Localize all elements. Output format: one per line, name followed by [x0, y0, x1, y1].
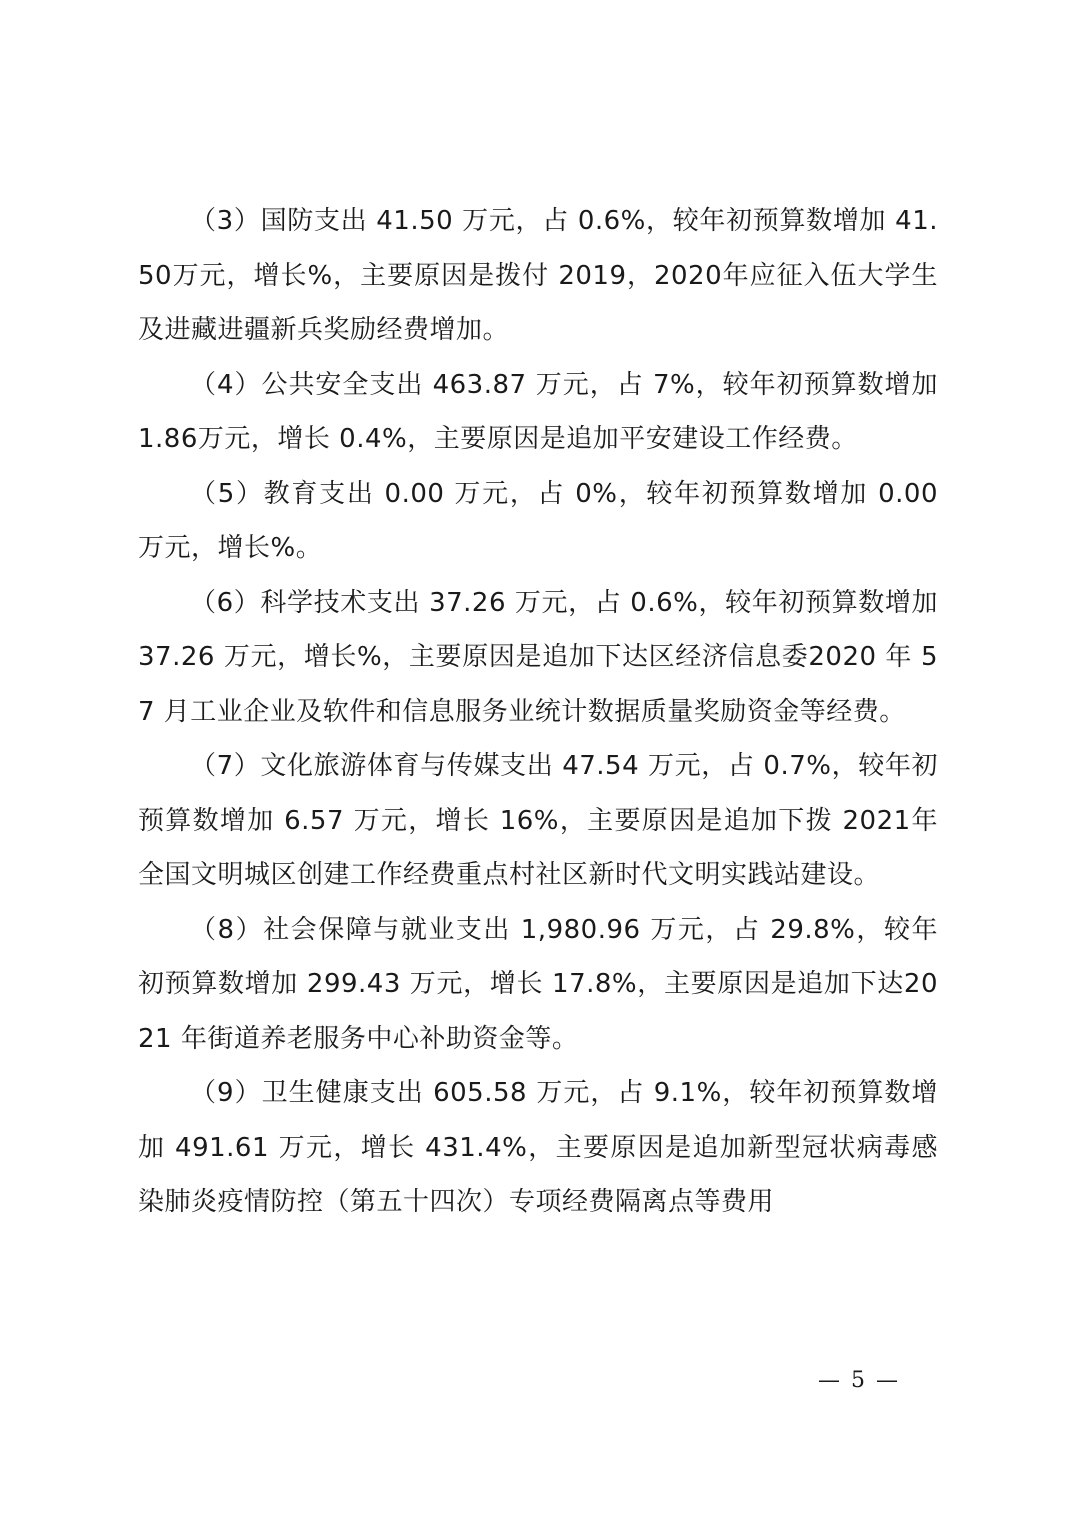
paragraph-health: （9）卫生健康支出 605.58 万元，占 9.1%，较年初预算数增加 491.61 万元，增长 431.4%，主要原因是追加新型冠状病毒感染肺炎疫情防控（第五十四次）专项经费隔离点等费用	[138, 1078, 938, 1217]
paragraph-social-security: （8）社会保障与就业支出 1,980.96 万元，占 29.8%，较年初预算数增加 299.43 万元，增长 17.8%，主要原因是追加下达2021 年街道养老服务中心补助资金等。	[138, 914, 938, 1054]
document-body	[138, 194, 938, 1230]
paragraph-science-technology: （6）科学技术支出 37.26 万元，占 0.6%，较年初预算数增加 37.26 万元，增长%，主要原因是追加下达区经济信息委2020 年 57 月工业企业及软件和信息服务业统计数据质量奖励资金等经费。	[138, 587, 938, 727]
paragraph-national-defense: （3）国防支出 41.50 万元，占 0.6%，较年初预算数增加 41.50万元，增长%，主要原因是拨付 2019，2020年应征入伍大学生及进藏进疆新兵奖励经费增加。	[138, 206, 938, 345]
paragraph-culture-tourism: （7）文化旅游体育与传媒支出 47.54 万元，占 0.7%，较年初预算数增加 6.57 万元，增长 16%，主要原因是追加下拨 2021年全国文明城区创建工作经费重点村社区新时代文明实践站建设。	[138, 751, 938, 890]
paragraph-public-security: （4）公共安全支出 463.87 万元，占 7%，较年初预算数增加 1.86万元，增长 0.4%，主要原因是追加平安建设工作经费。	[138, 369, 938, 454]
paragraph-education: （5）教育支出 0.00 万元，占 0%，较年初预算数增加 0.00 万元，增长%。	[138, 478, 938, 563]
page-number: — 5 —	[818, 1368, 900, 1393]
